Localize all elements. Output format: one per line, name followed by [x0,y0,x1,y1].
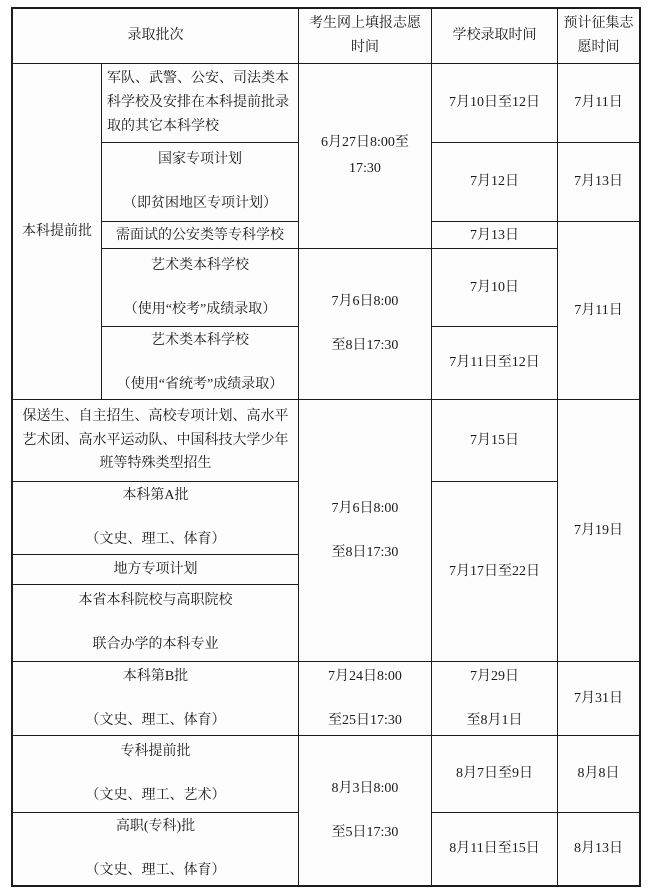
batch-cell-police-interview-schools: 需面试的公安类等专科学校 [102,222,298,248]
fill-time-cell-july6-arts: 7月6日8:00 至8日17:30 [299,249,431,399]
batch-group-cell-benke-tiqianpi: 本科提前批 [13,64,101,399]
fill-time-cell-june27: 6月27日8:00至 17:30 [299,64,431,248]
admit-time-cell-national-special-plan: 7月12日 [432,143,557,221]
admit-time-cell-police-interview-schools: 7月13日 [432,222,557,248]
batch-cell-national-special-plan: 国家专项计划 （即贫困地区专项计划） [102,143,298,221]
batch-cell-undergrad-b: 本科第B批 （文史、理工、体育） [13,662,298,735]
admit-time-cell-arts-xiaokao: 7月10日 [432,249,557,326]
batch-cell-arts-xiaokao: 艺术类本科学校 （使用“校考”成绩录取） [102,249,298,326]
batch-cell-joint-programs: 本省本科院校与高职院校 联合办学的本科专业 [13,585,298,661]
collect-time-cell-national-special-plan: 7月13日 [558,143,639,221]
admit-time-cell-military-schools: 7月10日至12日 [432,64,557,142]
batch-cell-arts-shengtongkao: 艺术类本科学校 （使用“省统考”成绩录取） [102,327,298,399]
fill-time-cell-july6-main: 7月6日8:00 至8日17:30 [299,400,431,661]
batch-cell-special-types: 保送生、自主招生、高校专项计划、高水平艺术团、高水平运动队、中国科技大学少年班等特殊类型招生 [13,400,298,481]
batch-cell-gaozhi-zhuanke: 高职(专科)批 （文史、理工、体育） [13,813,298,885]
batch-cell-military-schools: 军队、武警、公安、司法类本科学校及安排在本科提前批录取的其它本科学校 [102,64,298,142]
admit-time-cell-special-types: 7月15日 [432,400,557,481]
header-cell-collect-time: 预计征集志 愿时间 [558,9,639,63]
batch-cell-local-special-plan: 地方专项计划 [13,555,298,584]
collect-time-cell-gaozhi-zhuanke: 8月13日 [558,813,639,885]
header-cell-admit-time: 学校录取时间 [432,9,557,63]
header-cell-batch: 录取批次 [13,9,298,63]
admit-time-cell-undergrad-a-merged: 7月17日至22日 [432,482,557,661]
collect-time-cell-july19-merged: 7月19日 [558,400,639,661]
admission-schedule-table [11,7,641,887]
admit-time-cell-undergrad-b: 7月29日 至8月1日 [432,662,557,735]
header-cell-fill-time: 考生网上填报志愿 时间 [299,9,431,63]
batch-cell-undergrad-a: 本科第A批 （文史、理工、体育） [13,482,298,554]
admit-time-cell-zhuanke-early: 8月7日至9日 [432,736,557,812]
fill-time-cell-aug3: 8月3日8:00 至5日17:30 [299,736,431,885]
collect-time-cell-zhuanke-early: 8月8日 [558,736,639,812]
collect-time-cell-undergrad-b: 7月31日 [558,662,639,735]
admit-time-cell-gaozhi-zhuanke: 8月11日至15日 [432,813,557,885]
collect-time-cell-arts-merged: 7月11日 [558,222,639,399]
fill-time-cell-july24: 7月24日8:00 至25日17:30 [299,662,431,735]
collect-time-cell-military-schools: 7月11日 [558,64,639,142]
batch-cell-zhuanke-early: 专科提前批 （文史、理工、艺术） [13,736,298,812]
admit-time-cell-arts-shengtongkao: 7月11日至12日 [432,327,557,399]
